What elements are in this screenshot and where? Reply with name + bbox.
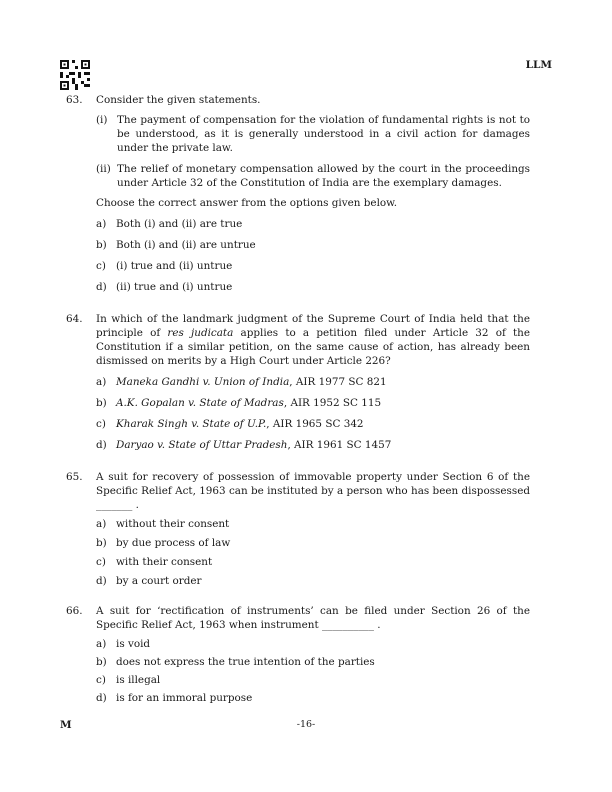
statement-label: (ii) — [96, 163, 111, 175]
question-text-part: applies to a petition filed under Article 32 of the Constitution if a similar petition, on the same cause of action, has already been dismissed on merits by a High Court under Article 226? — [96, 327, 531, 367]
case-name: Daryao v. State of Uttar Pradesh — [116, 439, 288, 451]
option-label: b) — [96, 537, 107, 549]
option-text: without their consent — [116, 518, 230, 530]
option[interactable] — [96, 417, 530, 431]
option-label: c) — [96, 556, 106, 568]
option-text: Both (i) and (ii) are true — [116, 218, 243, 230]
option[interactable] — [96, 536, 530, 550]
question-number: 64. — [66, 313, 83, 325]
question-text-italic: res judicata — [167, 327, 234, 339]
option[interactable] — [96, 673, 530, 687]
option-label: b) — [96, 239, 107, 251]
option-label: a) — [96, 218, 107, 230]
option[interactable] — [96, 217, 530, 231]
option-text: Both (i) and (ii) are untrue — [116, 239, 256, 251]
question-number: 66. — [66, 605, 83, 617]
option[interactable] — [96, 238, 530, 252]
qr-code-icon — [60, 60, 90, 90]
case-name: Maneka Gandhi v. Union of India — [116, 376, 290, 388]
statement — [96, 162, 530, 190]
option-text: (i) true and (ii) untrue — [116, 260, 233, 272]
option-label: d) — [96, 692, 107, 704]
option[interactable] — [96, 280, 530, 294]
question-64 — [66, 312, 530, 452]
option-text: does not express the true intention of the parties — [116, 656, 375, 668]
question-text — [96, 312, 530, 368]
option-text: is for an immoral purpose — [116, 692, 253, 704]
option-label: d) — [96, 575, 107, 587]
option-label: c) — [96, 260, 106, 272]
statement-text: The relief of monetary compensation allowed by the court in the proceedings under Article 32 of the Constitution of India are the exemplary damages. — [117, 163, 530, 189]
option-text: is illegal — [116, 674, 161, 686]
option-label: c) — [96, 418, 106, 430]
option-label: d) — [96, 281, 107, 293]
question-number: 63. — [66, 94, 83, 106]
option[interactable] — [96, 555, 530, 569]
question-63 — [66, 93, 530, 294]
option[interactable] — [96, 396, 530, 410]
case-name: A.K. Gopalan v. State of Madras — [116, 397, 284, 409]
option[interactable] — [96, 259, 530, 273]
option-text: is void — [116, 638, 151, 650]
option-text: with their consent — [116, 556, 213, 568]
option[interactable] — [96, 655, 530, 669]
option-label: c) — [96, 674, 106, 686]
question-65 — [66, 470, 530, 588]
question-text: Consider the given statements. — [96, 94, 261, 106]
case-citation: , AIR 1965 SC 342 — [266, 418, 364, 430]
question-66 — [66, 604, 530, 705]
option-text: (ii) true and (i) untrue — [116, 281, 233, 293]
case-citation: , AIR 1952 SC 115 — [283, 397, 382, 409]
case-citation: , AIR 1961 SC 1457 — [287, 439, 392, 451]
question-number: 65. — [66, 471, 83, 483]
option-label: d) — [96, 439, 107, 451]
option[interactable] — [96, 517, 530, 531]
case-citation: , AIR 1977 SC 821 — [289, 376, 387, 388]
option[interactable] — [96, 574, 530, 588]
question-prompt: Choose the correct answer from the options given below. — [96, 197, 398, 209]
option-label: a) — [96, 638, 107, 650]
option-text: by a court order — [116, 575, 202, 587]
option[interactable] — [96, 375, 530, 389]
statement — [96, 113, 530, 155]
option[interactable] — [96, 438, 530, 452]
statement-text: The payment of compensation for the violation of fundamental rights is not to be understood, as it is generally understood in a civil action for damages under the private law. — [117, 114, 530, 154]
option[interactable] — [96, 637, 530, 651]
option-text: by due process of law — [116, 537, 231, 549]
option-label: b) — [96, 656, 107, 668]
option-label: a) — [96, 518, 107, 530]
option[interactable] — [96, 691, 530, 705]
question-text: A suit for ‘rectification of instruments’ can be filed under Section 26 of the Specific Relief Act, 1963 when instrument __________ . — [96, 605, 530, 631]
case-name: Kharak Singh v. State of U.P. — [116, 418, 267, 430]
statement-label: (i) — [96, 114, 108, 126]
option-label: b) — [96, 397, 107, 409]
option-label: a) — [96, 376, 107, 388]
series-mark: M — [60, 719, 72, 731]
question-text-part: In which of the landmark judgment of the Supreme Court of India held that the principle of — [96, 313, 530, 339]
question-text: A suit for recovery of possession of immovable property under Section 6 of the Specific Relief Act, 1963 can be instituted by a person who has been dispossessed _______ . — [96, 471, 530, 511]
page-number: -16- — [296, 719, 316, 730]
paper-code: LLM — [525, 59, 552, 71]
